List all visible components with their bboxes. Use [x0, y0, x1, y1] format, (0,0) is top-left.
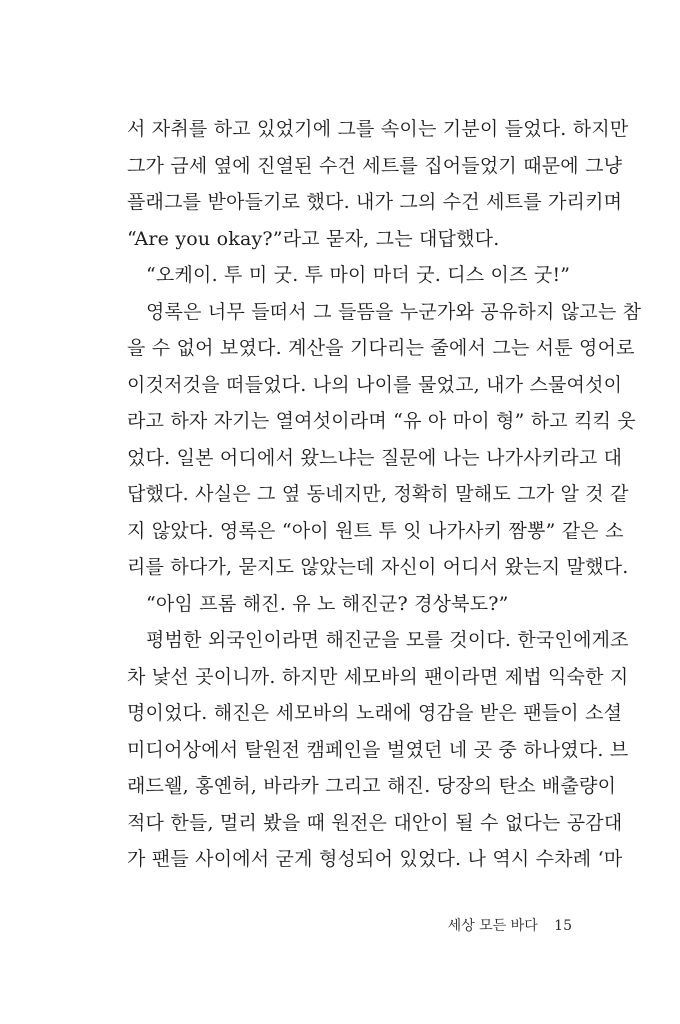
- text-line: 그가 금세 옆에 진열된 수건 세트를 집어들었기 때문에 그냥: [127, 154, 623, 177]
- text-line: 답했다. 사실은 그 옆 동네지만, 정확히 말해도 그가 알 것 같: [127, 483, 629, 505]
- paragraph-start-line: 평범한 외국인이라면 해진군을 모를 것이다. 한국인에게조: [146, 629, 629, 651]
- text-line: 을 수 없어 보였다. 계산을 기다리는 줄에서 그는 서툰 영어로: [127, 337, 635, 359]
- text-line: 명이었다. 해진은 세모바의 노래에 영감을 받은 팬들이 소셜: [127, 702, 623, 724]
- text-line: 었다. 일본 어디에서 왔느냐는 질문에 나는 나가사키라고 대: [127, 446, 623, 469]
- running-title: 세상 모든 바다: [447, 918, 538, 934]
- dialogue-line: “오케이. 투 미 굿. 투 마이 마더 굿. 디스 이즈 굿!”: [146, 264, 571, 286]
- text-line: 가 팬들 사이에서 굳게 형성되어 있었다. 나 역시 수차례 ‘마: [127, 848, 623, 870]
- page-number: 15: [554, 918, 572, 934]
- dialogue-line: “아임 프롬 해진. 유 노 해진군? 경상북도?”: [146, 592, 509, 615]
- text-line: 미디어상에서 탈원전 캠페인을 벌였던 네 곳 중 하나였다. 브: [127, 738, 629, 761]
- text-line: “Are you okay?”라고 묻자, 그는 대답했다.: [127, 227, 500, 250]
- text-line: 이것저것을 떠들었다. 나의 나이를 물었고, 내가 스물여섯이: [127, 373, 623, 396]
- text-line: 플래그를 받아들기로 했다. 내가 그의 수건 세트를 가리키며: [127, 191, 623, 213]
- text-line: 적다 한들, 멀리 봤을 때 원전은 대안이 될 수 없다는 공감대: [127, 811, 623, 834]
- text-line: 서 자취를 하고 있었기에 그를 속이는 기분이 들었다. 하지만: [127, 118, 629, 140]
- text-line: 지 않았다. 영록은 “아이 원트 투 잇 나가사키 짬뽕” 같은 소: [127, 519, 624, 542]
- text-line: 리를 하다가, 묻지도 않았는데 자신이 어디서 왔는지 말했다.: [127, 556, 629, 578]
- page-footer: [448, 915, 572, 937]
- text-line: 차 낯선 곳이니까. 하지만 세모바의 팬이라면 제법 익숙한 지: [127, 665, 629, 688]
- text-line: 래드웰, 홍옌허, 바라카 그리고 해진. 당장의 탄소 배출량이: [127, 775, 617, 797]
- text-line: 라고 하자 자기는 열여섯이라며 “유 아 마이 형” 하고 킥킥 웃: [127, 410, 636, 432]
- paragraph-start-line: 영록은 너무 들떠서 그 들뜸을 누군가와 공유하지 않고는 참: [146, 300, 642, 323]
- body-text: [127, 111, 642, 878]
